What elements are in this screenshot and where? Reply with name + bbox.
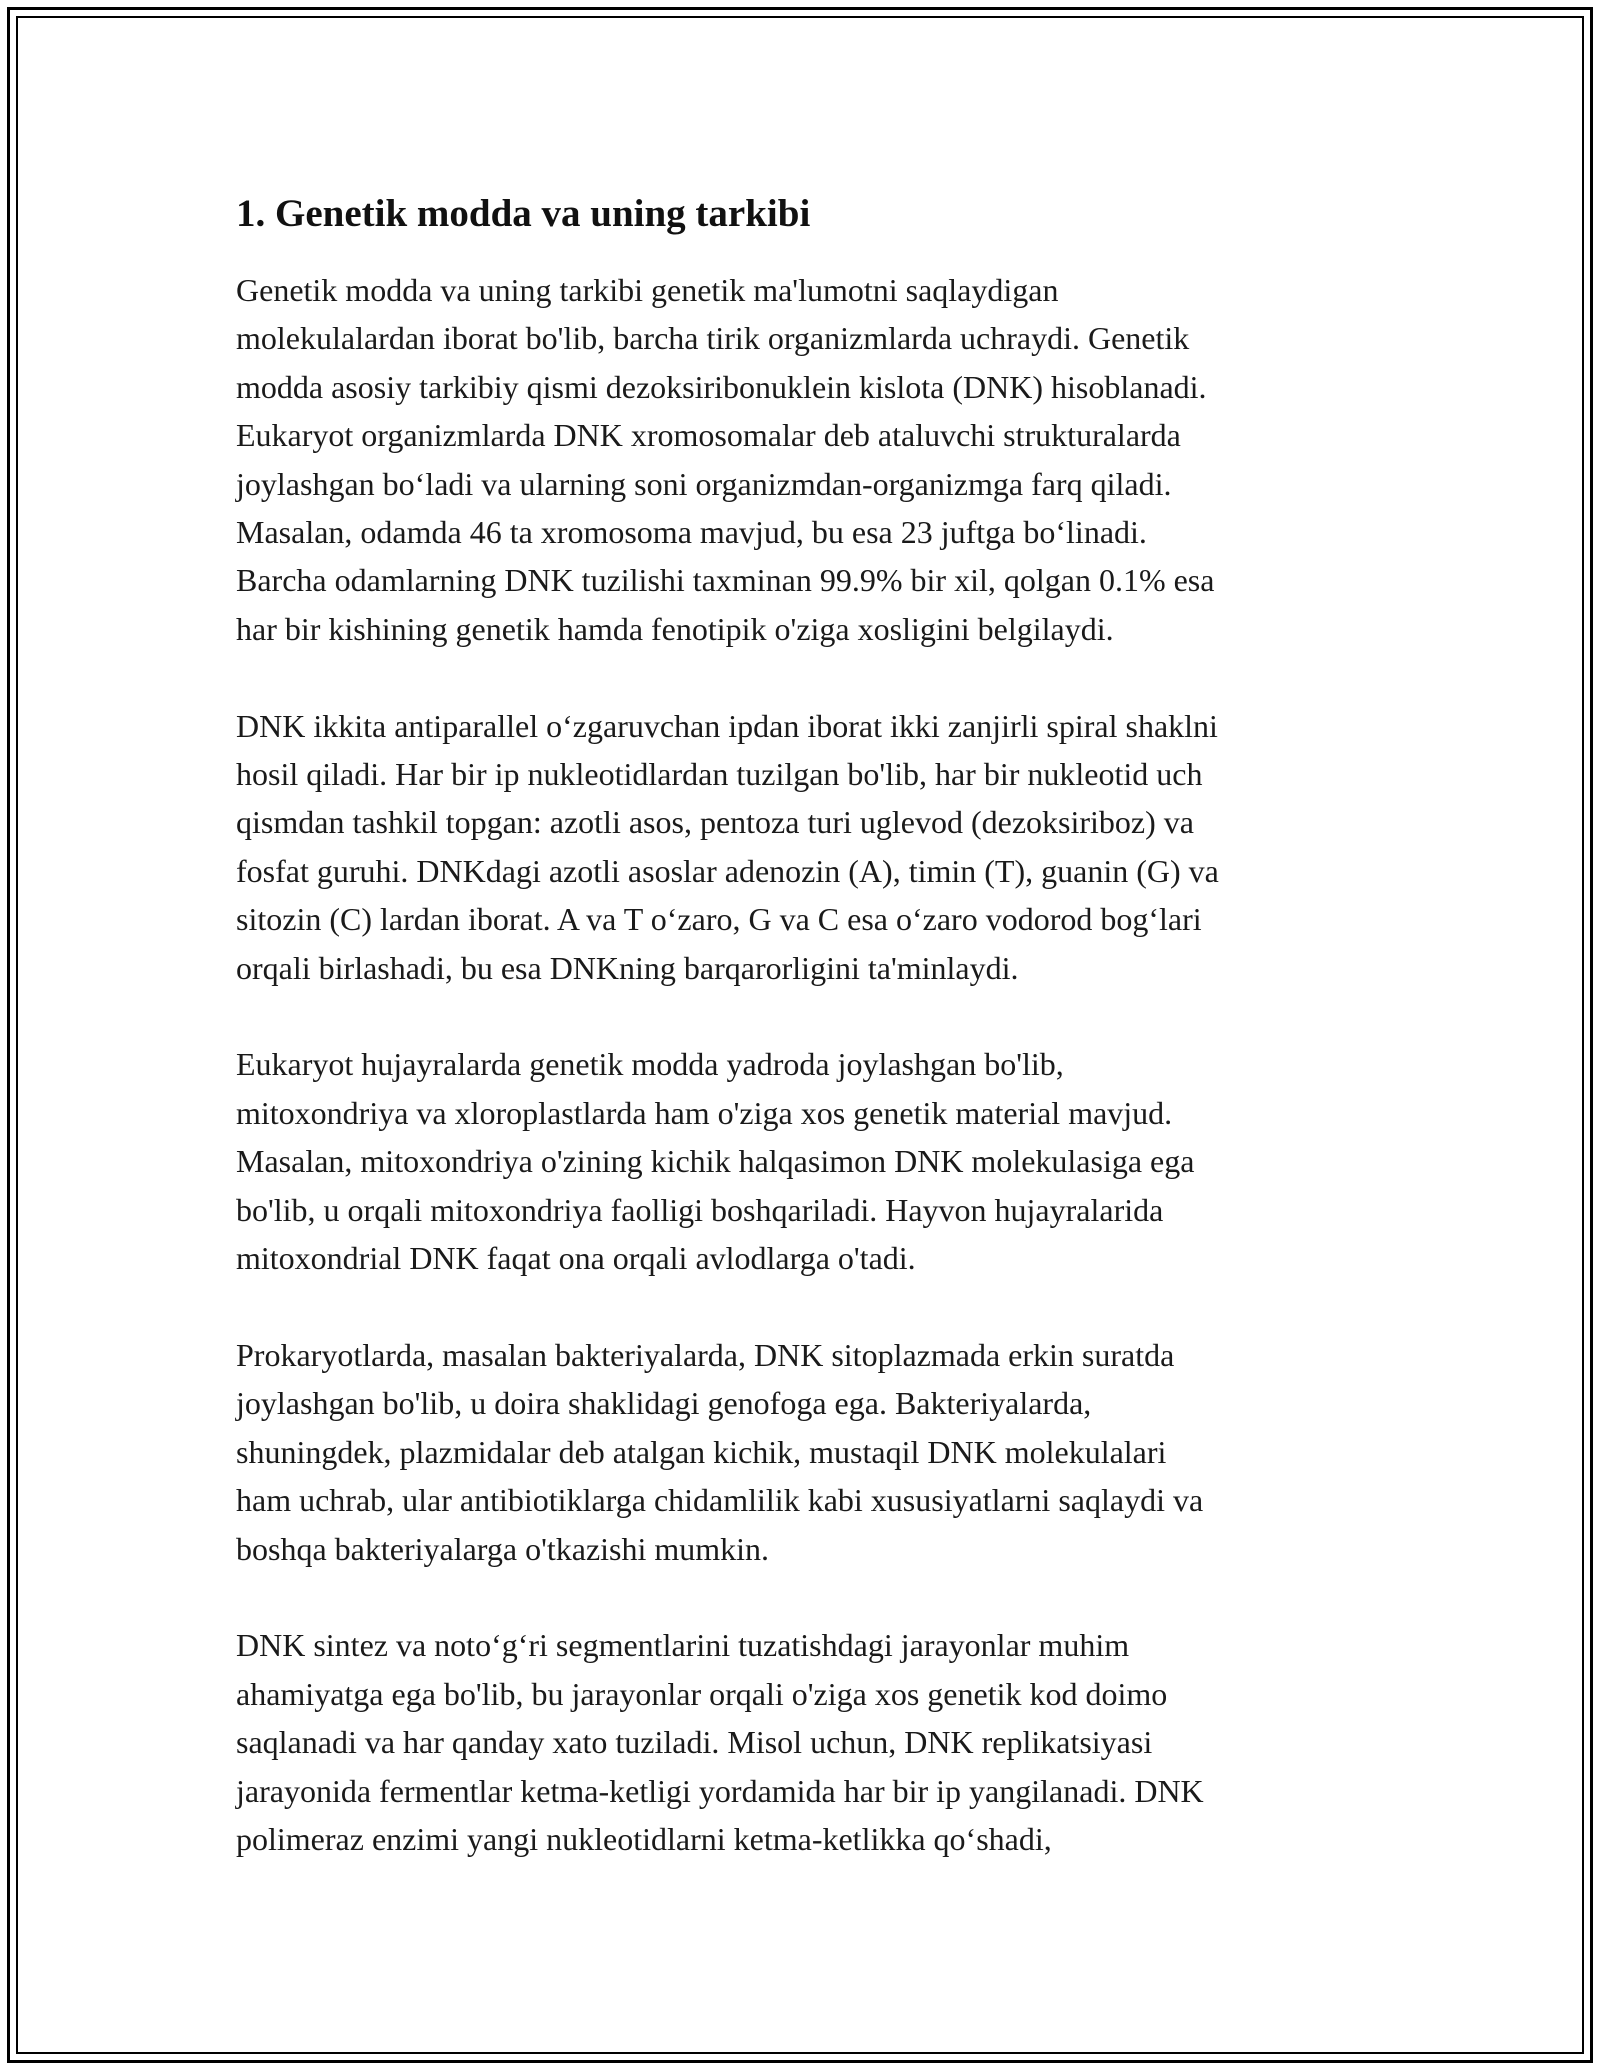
text-line: Masalan, odamda 46 ta xromosoma mavjud, bu esa 23 juftga boʻlinadi.: [236, 514, 1147, 551]
paragraph-dna-synthesis: [236, 1621, 1376, 1863]
text-line: mitoxondrial DNK faqat ona orqali avlodlarga o'tadi.: [236, 1240, 916, 1277]
text-line: Barcha odamlarning DNK tuzilishi taxminan 99.9% bir xil, qolgan 0.1% esa: [236, 562, 1215, 599]
text-line: orqali birlashadi, bu esa DNKning barqarorligini ta'minlaydi.: [236, 949, 1019, 986]
text-line: joylashgan bo'lib, u doira shaklidagi genofoga ega. Bakteriyalarda,: [236, 1385, 1092, 1422]
document-body: [236, 186, 1376, 1912]
paragraph-genetic-material: [236, 266, 1376, 653]
text-line: qismdan tashkil topgan: azotli asos, pentoza turi uglevod (dezoksiriboz) va: [236, 804, 1194, 841]
text-line: bo'lib, u orqali mitoxondriya faolligi boshqariladi. Hayvon hujayralarida: [236, 1191, 1164, 1228]
text-line: boshqa bakteriyalarga o'tkazishi mumkin.: [236, 1530, 770, 1567]
text-line: jarayonida fermentlar ketma-ketligi yordamida har bir ip yangilanadi. DNK: [236, 1772, 1204, 1809]
paragraph-dna-structure: [236, 702, 1376, 992]
text-line: DNK ikkita antiparallel oʻzgaruvchan ipdan iborat ikki zanjirli spiral shaklni: [236, 707, 1218, 744]
text-line: Prokaryotlarda, masalan bakteriyalarda, DNK sitoplazmada erkin suratda: [236, 1336, 1175, 1373]
text-line: DNK sintez va notoʻgʻri segmentlarini tuzatishdagi jarayonlar muhim: [236, 1627, 1130, 1664]
text-line: polimeraz enzimi yangi nukleotidlarni ketma-ketlikka qoʻshadi,: [236, 1820, 1052, 1857]
section-heading: 1. Genetik modda va uning tarkibi: [236, 192, 811, 235]
paragraph-prokaryotes: [236, 1331, 1376, 1573]
text-line: Masalan, mitoxondriya o'zining kichik halqasimon DNK molekulasiga ega: [236, 1143, 1195, 1180]
text-line: molekulalardan iborat bo'lib, barcha tirik organizmlarda uchraydi. Genetik: [236, 320, 1190, 357]
text-line: saqlanadi va har qanday xato tuziladi. Misol uchun, DNK replikatsiyasi: [236, 1724, 1153, 1761]
text-line: Eukaryot hujayralarda genetik modda yadroda joylashgan bo'lib,: [236, 1046, 1064, 1083]
text-line: shuningdek, plazmidalar deb atalgan kichik, mustaqil DNK molekulalari: [236, 1433, 1167, 1470]
text-line: ahamiyatga ega bo'lib, bu jarayonlar orqali o'ziga xos genetik kod doimo: [236, 1675, 1168, 1712]
text-line: har bir kishining genetik hamda fenotipik o'ziga xosligini belgilaydi.: [236, 610, 1114, 647]
text-line: modda asosiy tarkibiy qismi dezoksiribonuklein kislota (DNK) hisoblanadi.: [236, 368, 1207, 405]
text-line: Genetik modda va uning tarkibi genetik ma'lumotni saqlaydigan: [236, 272, 1059, 308]
text-line: sitozin (C) lardan iborat. A va T oʻzaro, G va C esa oʻzaro vodorod bogʻlari: [236, 901, 1202, 938]
text-line: joylashgan boʻladi va ularning soni organizmdan-organizmga farq qiladi.: [236, 465, 1172, 502]
text-line: fosfat guruhi. DNKdagi azotli asoslar adenozin (A), timin (T), guanin (G) va: [236, 852, 1219, 889]
text-line: Eukaryot organizmlarda DNK xromosomalar deb ataluvchi strukturalarda: [236, 417, 1181, 454]
paragraph-eukaryotes: [236, 1040, 1376, 1282]
text-line: mitoxondriya va xloroplastlarda ham o'ziga xos genetik material mavjud.: [236, 1094, 1173, 1131]
text-line: ham uchrab, ular antibiotiklarga chidamlilik kabi xususiyatlarni saqlaydi va: [236, 1482, 1204, 1519]
text-line: hosil qiladi. Har bir ip nukleotidlardan tuzilgan bo'lib, har bir nukleotid uch: [236, 756, 1203, 793]
